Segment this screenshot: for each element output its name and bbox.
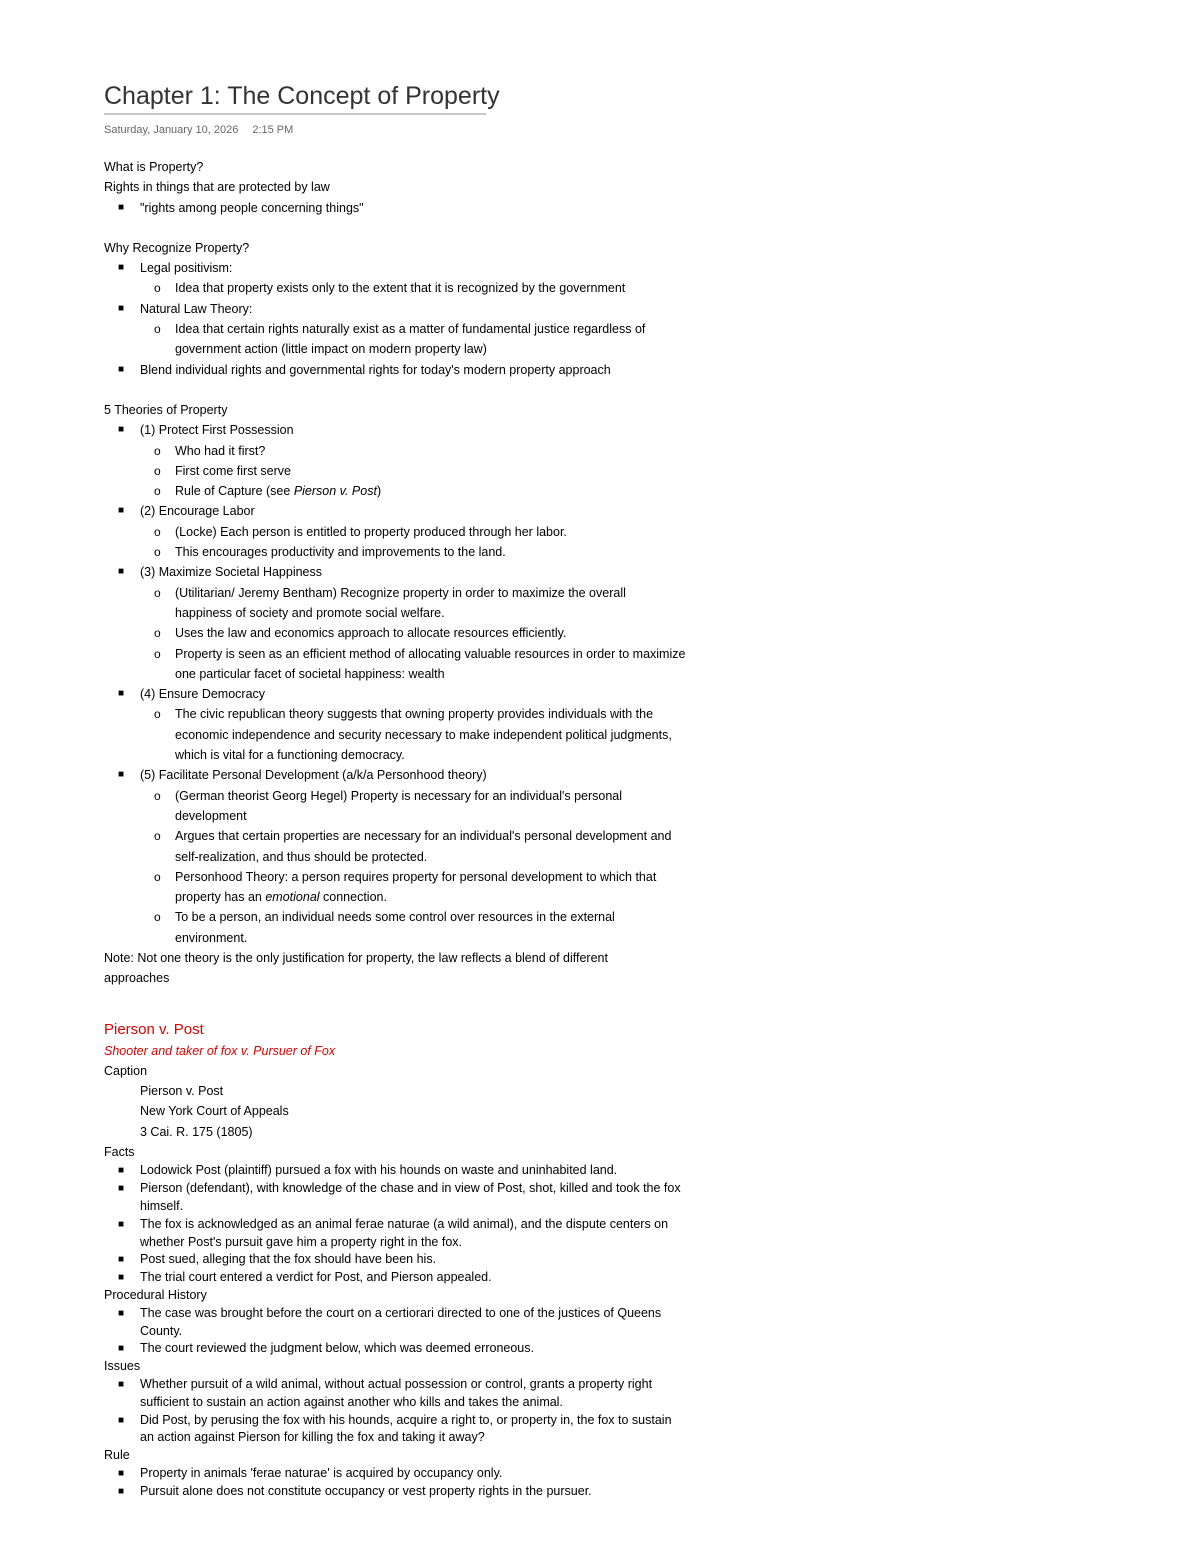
list-item-continuation: development (175, 808, 247, 823)
title-underline (104, 113, 486, 115)
list-item: o Who had it first? (104, 441, 744, 461)
page-title: Chapter 1: The Concept of Property (104, 82, 500, 110)
list-item: ■ Pierson (defendant), with knowledge of the chase and in view of Post, shot, killed and took the fox (104, 1180, 744, 1198)
list-item: ■ Property in animals 'ferae naturae' is acquired by occupancy only. (104, 1465, 744, 1483)
list-item: ■ The trial court entered a verdict for Post, and Pierson appealed. (104, 1269, 744, 1287)
paragraph: Rights in things that are protected by law (104, 180, 330, 195)
case-subtitle: Shooter and taker of fox v. Pursuer of Fox (104, 1043, 336, 1058)
case-title: Pierson v. Post (104, 1020, 204, 1038)
square-bullet-icon: ■ (118, 1183, 125, 1195)
section-heading: What is Property? (104, 160, 204, 174)
list-item-continuation: sufficient to sustain an action against another who kills and takes the animal. (140, 1394, 563, 1409)
list-item: o The civic republican theory suggests that owning property provides individuals with the (104, 704, 744, 724)
procedural-history-label: Procedural History (104, 1287, 207, 1302)
section-heading: 5 Theories of Property (104, 402, 228, 417)
list-item: o (Locke) Each person is entitled to property produced through her labor. (104, 522, 744, 542)
square-bullet-icon: ■ (118, 1165, 125, 1177)
list-item: ■ The case was brought before the court on a certiorari directed to one of the justices of Queens (104, 1305, 744, 1323)
square-bullet-icon: ■ (118, 1343, 125, 1355)
note-line: approaches (104, 971, 170, 986)
list-item: o Argues that certain properties are necessary for an individual's personal development and (104, 826, 744, 846)
list-item: ■ The court reviewed the judgment below, which was deemed erroneous. (104, 1340, 744, 1358)
circle-bullet-icon: o (154, 626, 161, 641)
page-time: 2:15 PM (252, 124, 294, 136)
square-bullet-icon: ■ (118, 1378, 125, 1390)
list-item: o Personhood Theory: a person requires property for personal development to which that (104, 867, 744, 887)
list-item-continuation: which is vital for a functioning democracy. (175, 748, 405, 763)
circle-bullet-icon: o (154, 869, 161, 884)
square-bullet-icon: ■ (118, 505, 125, 517)
facts-label: Facts (104, 1145, 135, 1160)
page-date: Saturday, January 10, 2026 (104, 124, 239, 136)
circle-bullet-icon: o (154, 322, 161, 337)
square-bullet-icon: ■ (118, 1485, 125, 1497)
square-bullet-icon: ■ (118, 201, 125, 213)
list-item-continuation: economic independence and security necessary to make independent political judgments, (175, 727, 672, 742)
list-item: ■ Lodowick Post (plaintiff) pursued a fox with his hounds on waste and uninhabited land. (104, 1162, 744, 1180)
circle-bullet-icon: o (154, 443, 161, 458)
note-line: Note: Not one theory is the only justification for property, the law reflects a blend of different (104, 950, 608, 965)
list-item: ■ Natural Law Theory: (104, 299, 744, 319)
list-item: ■ Whether pursuit of a wild animal, without actual possession or control, grants a property right (104, 1376, 744, 1394)
circle-bullet-icon: o (154, 788, 161, 803)
list-item-continuation: government action (little impact on modern property law) (175, 342, 487, 357)
square-bullet-icon: ■ (118, 262, 125, 274)
page-timestamp (104, 124, 293, 136)
square-bullet-icon: ■ (118, 302, 125, 314)
list-item: ■ (1) Protect First Possession (104, 420, 744, 440)
list-item: o This encourages productivity and improvements to the land. (104, 542, 744, 562)
list-item-continuation: whether Post's pursuit gave him a property right in the fox. (140, 1234, 462, 1249)
list-item: o (German theorist Georg Hegel) Property is necessary for an individual's personal (104, 786, 744, 806)
case-reference: Pierson v. Post (293, 484, 377, 499)
list-item: ■ (4) Ensure Democracy (104, 684, 744, 704)
circle-bullet-icon: o (154, 910, 161, 925)
caption-label: Caption (104, 1063, 148, 1078)
note-body (104, 157, 744, 1501)
list-item: ■ (5) Facilitate Personal Development (a/k/a Personhood theory) (104, 765, 744, 785)
square-bullet-icon: ■ (118, 1414, 125, 1426)
list-item: o Uses the law and economics approach to allocate resources efficiently. (104, 623, 744, 643)
list-item: o First come first serve (104, 461, 744, 481)
list-item: ■ Legal positivism: (104, 258, 744, 278)
square-bullet-icon: ■ (118, 1307, 125, 1319)
circle-bullet-icon: o (154, 463, 161, 478)
list-item: ■ Pursuit alone does not constitute occupancy or vest property rights in the pursuer. (104, 1483, 744, 1501)
circle-bullet-icon: o (154, 484, 161, 499)
list-item: ■ Did Post, by perusing the fox with his hounds, acquire a right to, or property in, the fox to sustain (104, 1412, 744, 1430)
list-item: o Property is seen as an efficient method of allocating valuable resources in order to maximize (104, 644, 744, 664)
caption-line: 3 Cai. R. 175 (1805) (140, 1124, 253, 1139)
square-bullet-icon: ■ (118, 1218, 125, 1230)
section-heading: Why Recognize Property? (104, 240, 250, 255)
list-item: o (Utilitarian/ Jeremy Bentham) Recognize property in order to maximize the overall (104, 583, 744, 603)
square-bullet-icon: ■ (118, 1254, 125, 1266)
square-bullet-icon: ■ (118, 566, 125, 578)
list-item: ■ "rights among people concerning things" (104, 198, 744, 218)
list-item: o Idea that property exists only to the extent that it is recognized by the government (104, 278, 744, 298)
list-item: ■ (2) Encourage Labor (104, 501, 744, 521)
caption-line: Pierson v. Post (140, 1084, 224, 1099)
list-item-continuation: happiness of society and promote social welfare. (175, 605, 445, 620)
list-item: ■ The fox is acknowledged as an animal ferae naturae (a wild animal), and the dispute centers on (104, 1216, 744, 1234)
circle-bullet-icon: o (154, 585, 161, 600)
list-item: ■ Post sued, alleging that the fox should have been his. (104, 1251, 744, 1269)
list-item-continuation: property has an emotional connection. (175, 890, 387, 905)
list-item: o Rule of Capture (see Pierson v. Post) (104, 481, 744, 501)
list-item-continuation: himself. (140, 1198, 184, 1213)
list-item-continuation: one particular facet of societal happiness: wealth (175, 666, 445, 681)
square-bullet-icon: ■ (118, 363, 125, 375)
square-bullet-icon: ■ (118, 688, 125, 700)
rule-label: Rule (104, 1448, 130, 1463)
circle-bullet-icon: o (154, 829, 161, 844)
circle-bullet-icon: o (154, 524, 161, 539)
list-item: o To be a person, an individual needs some control over resources in the external (104, 907, 744, 927)
list-item: ■ Blend individual rights and governmental rights for today's modern property approach (104, 360, 744, 380)
list-item-continuation: County. (140, 1323, 183, 1338)
issues-label: Issues (104, 1359, 141, 1374)
circle-bullet-icon: o (154, 707, 161, 722)
square-bullet-icon: ■ (118, 424, 125, 436)
caption-line: New York Court of Appeals (140, 1104, 289, 1119)
list-item-continuation: environment. (175, 930, 248, 945)
square-bullet-icon: ■ (118, 769, 125, 781)
circle-bullet-icon: o (154, 545, 161, 560)
square-bullet-icon: ■ (118, 1467, 125, 1479)
list-item: ■ (3) Maximize Societal Happiness (104, 562, 744, 582)
list-item-continuation: an action against Pierson for killing the fox and taking it away? (140, 1430, 485, 1445)
square-bullet-icon: ■ (118, 1272, 125, 1284)
list-item: o Idea that certain rights naturally exist as a matter of fundamental justice regardless of (104, 319, 744, 339)
circle-bullet-icon: o (154, 646, 161, 661)
list-item-continuation: self-realization, and thus should be protected. (175, 849, 428, 864)
circle-bullet-icon: o (154, 281, 161, 296)
